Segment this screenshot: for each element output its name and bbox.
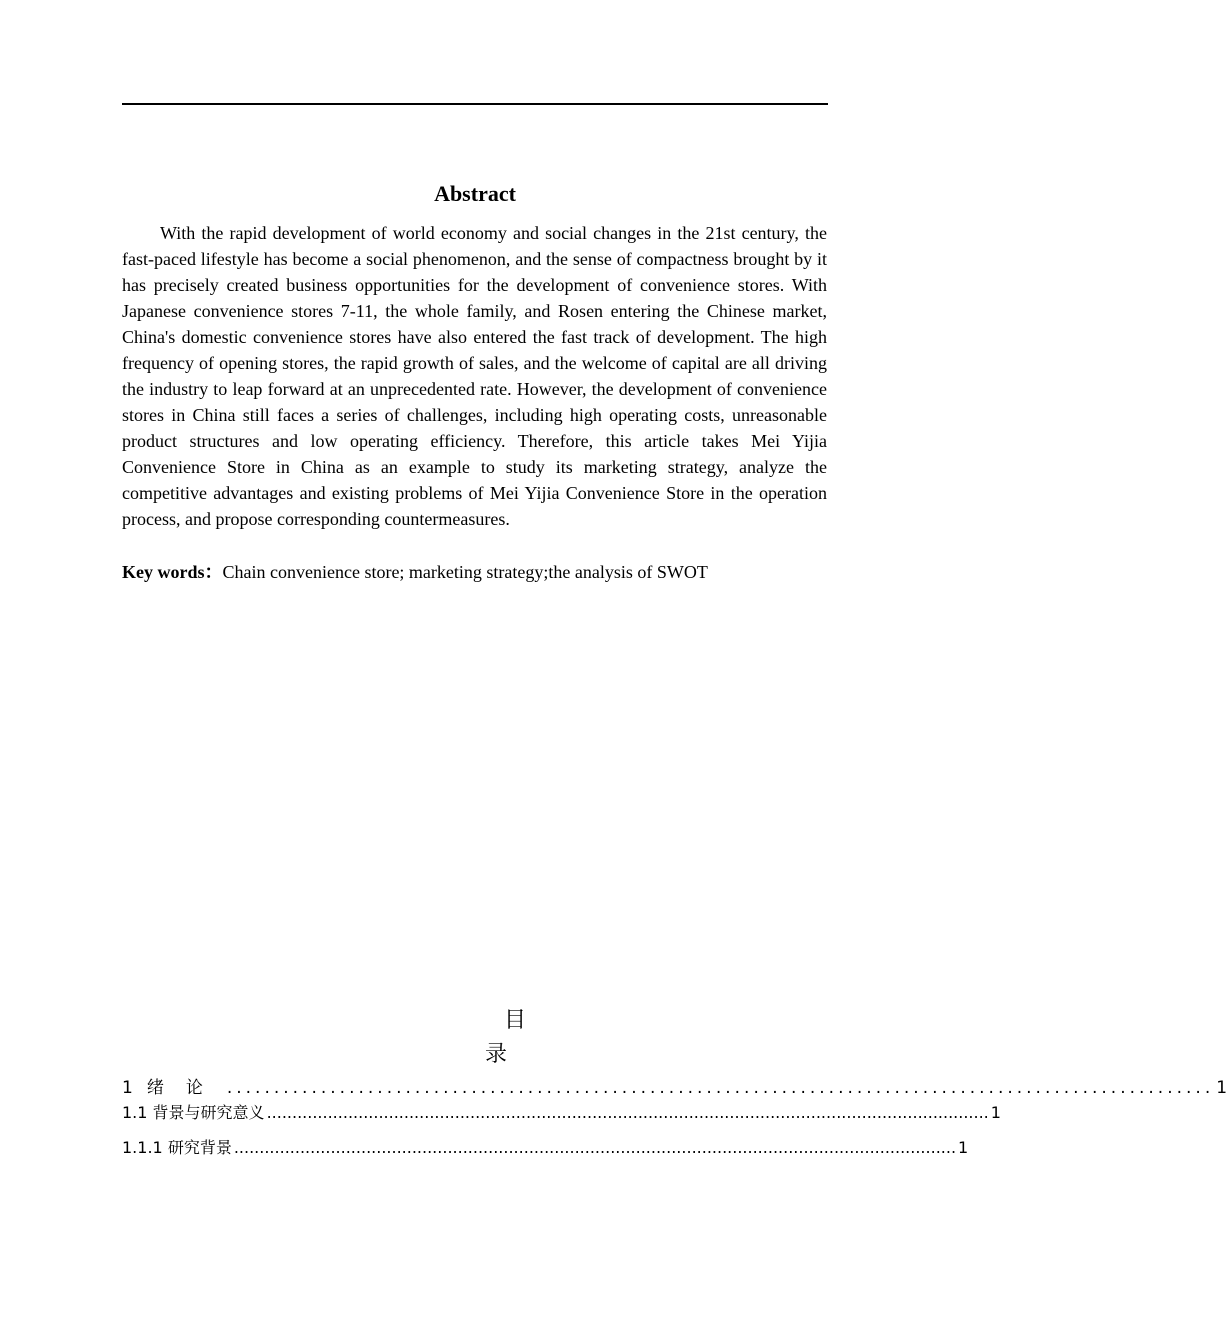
- keywords-line: [122, 559, 828, 585]
- toc-entry-title: 研究背景: [167, 1138, 232, 1157]
- abstract-body: With the rapid development of world economy and social changes in the 21st century, the fast-paced lifestyle has become a social phenomenon, and the sense of compactness brought by it has precisely created business opportunities for the development of convenience stores. With Japanese convenience stores 7-11, the whole family, and Rosen entering the Chinese market, China's domestic convenience stores have also entered the fast track of development. The high frequency of opening stores, the rapid growth of sales, and the welcome of capital are all driving the industry to leap forward at an unprecedented rate. However, the development of convenience stores in China still faces a series of challenges, including high operating costs, unreasonable product structures and low operating efficiency. Therefore, this article takes Mei Yijia Convenience Store in China as an example to study its marketing strategy, analyze the competitive advantages and existing problems of Mei Yijia Convenience Store in the operation process, and propose corresponding countermeasures.: [122, 223, 827, 529]
- toc-leader-dots: .........................................................................................................: [226, 1078, 1215, 1098]
- header-rule: [122, 103, 828, 105]
- toc-entry-title: 背景与研究意义: [152, 1103, 265, 1122]
- keywords-label: Key words：: [122, 562, 223, 582]
- toc-title: 目录: [484, 1008, 564, 1067]
- toc-entry-page: 1: [958, 1138, 969, 1157]
- toc-entry-1-1-1[interactable]: [122, 1136, 969, 1160]
- toc-entry-number: 1.1: [122, 1103, 148, 1122]
- toc-leader-dots: ..............................................................................................................................................: [266, 1103, 989, 1122]
- toc-entry-number: 1: [122, 1078, 133, 1098]
- toc-entry-title: 绪论: [146, 1078, 225, 1098]
- keywords-text: Chain convenience store; marketing strategy;the analysis of SWOT: [222, 562, 708, 582]
- toc-entry-1[interactable]: [122, 1075, 1227, 1101]
- toc-entry-page: 1: [1216, 1078, 1227, 1098]
- toc-entry-page: 1: [990, 1103, 1001, 1122]
- abstract-title: Abstract: [434, 181, 516, 206]
- toc-entry-number: 1.1.1: [122, 1138, 163, 1157]
- toc-entry-1-1[interactable]: [122, 1101, 1001, 1125]
- toc-leader-dots: ..............................................................................................................................................: [233, 1138, 957, 1157]
